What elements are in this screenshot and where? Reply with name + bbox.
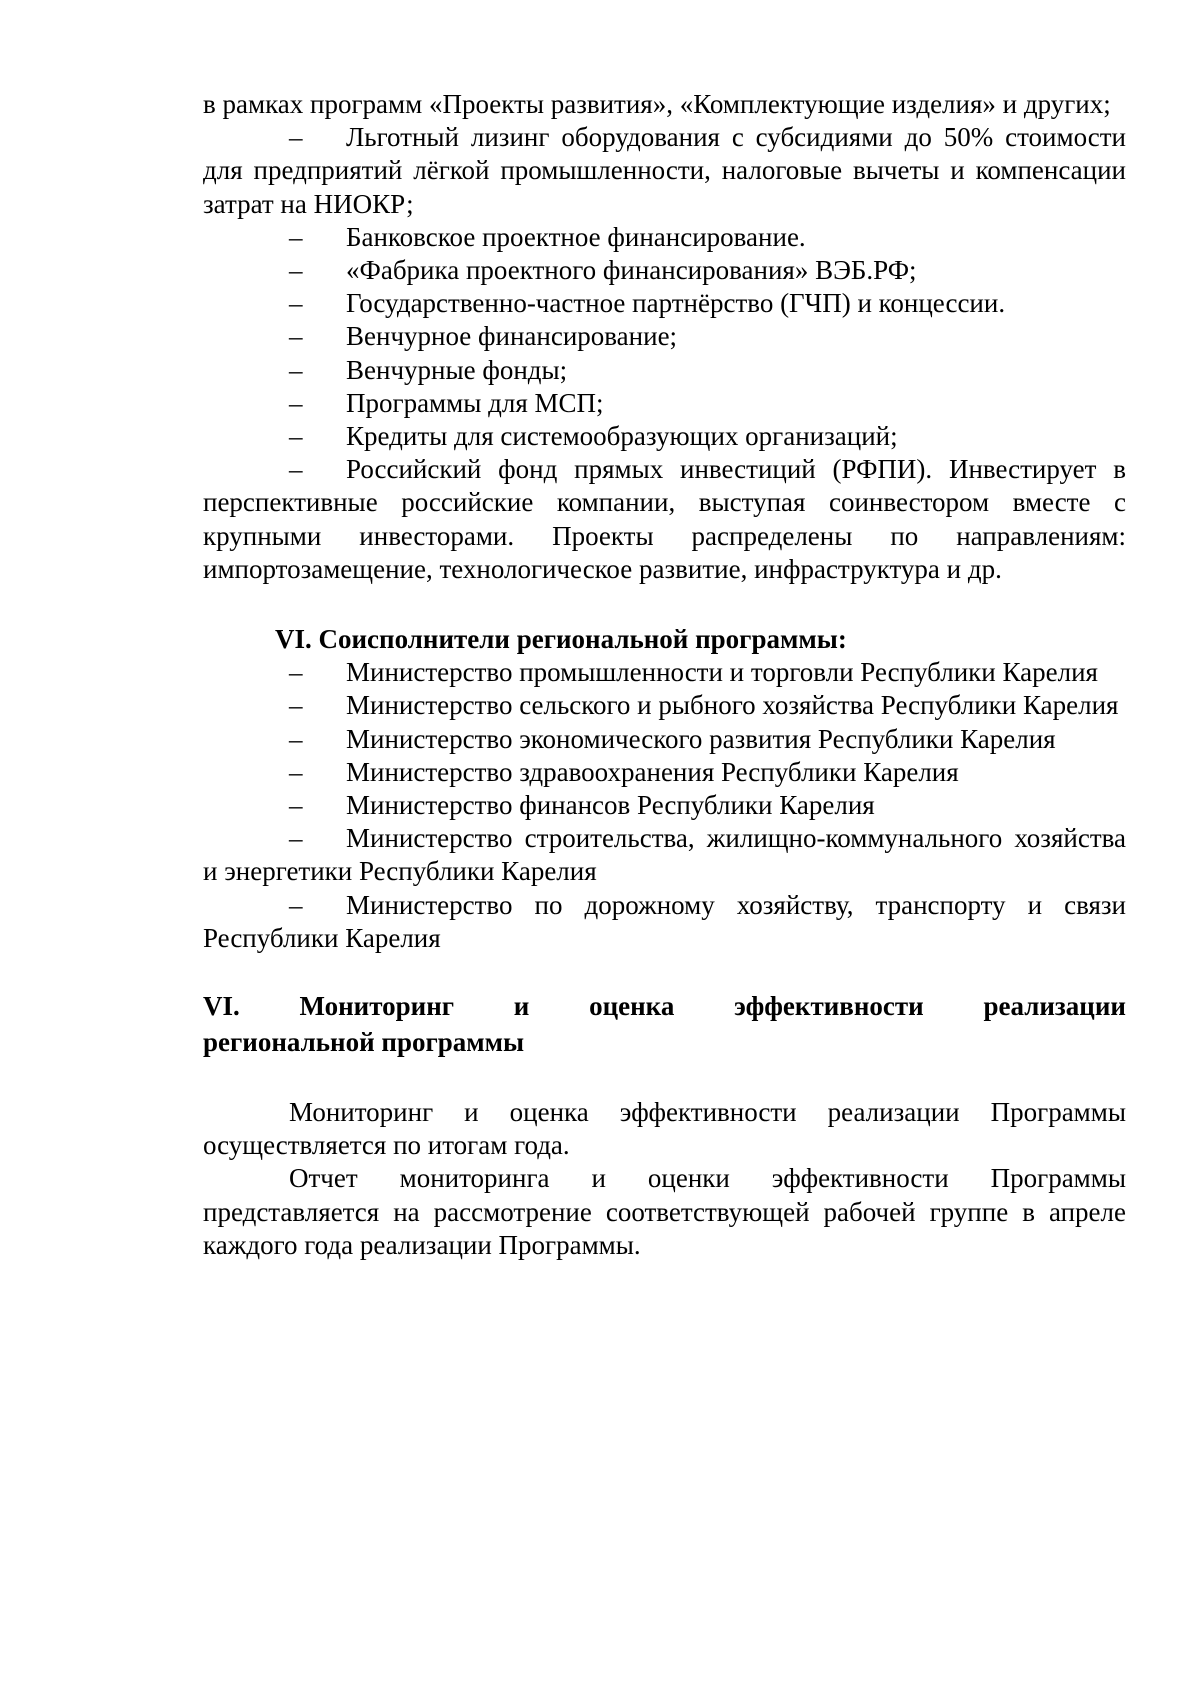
financing-list: [203, 121, 1126, 586]
list-dash: –: [289, 690, 303, 721]
heading-word: VI.: [203, 991, 240, 1022]
spacer: [203, 586, 1126, 619]
list-item: [203, 354, 1126, 387]
list-item: [203, 121, 1126, 221]
heading-word: реализации: [983, 991, 1126, 1022]
list-item-text: Программы для МСП;: [346, 387, 604, 418]
list-item: [203, 221, 1126, 254]
list-item-text: Министерство сельского и рыбного хозяйства Республики Карелия: [346, 690, 1119, 721]
document-page: [203, 88, 1126, 1262]
list-item: [203, 723, 1126, 756]
list-dash: –: [289, 354, 303, 385]
heading-word: оценка: [589, 991, 675, 1022]
body-paragraph: Мониторинг и оценка эффективности реализации Программы осуществляется по итогам года.: [203, 1097, 1126, 1161]
list-item: [203, 756, 1126, 789]
heading-word: Мониторинг: [299, 991, 455, 1022]
list-item-text: Российский фонд прямых инвестиций (РФПИ). Инвестирует в перспективные российские компании, выступая соинвестором вместе с крупными инвесторами. Проекты распределены по направлениям: импортозамещение, технологическое развитие, инфраструктура и др.: [203, 454, 1126, 584]
list-dash: –: [289, 288, 303, 319]
co-executors-list: [203, 656, 1126, 955]
list-item-text: Венчурные фонды;: [346, 354, 568, 385]
list-dash: –: [289, 255, 303, 286]
list-item-text: Банковское проектное финансирование.: [346, 221, 806, 252]
list-dash: –: [289, 122, 303, 153]
list-item: [203, 254, 1126, 287]
list-dash: –: [289, 321, 303, 352]
list-dash: –: [289, 790, 303, 821]
body-paragraph: Отчет мониторинга и оценки эффективности Программы представляется на рассмотрение соответствующей рабочей группе в апреле каждого года реализации Программы.: [203, 1163, 1126, 1260]
list-item-text: Министерство строительства, жилищно-коммунального хозяйства и энергетики Республики Карелия: [203, 823, 1126, 887]
list-item: [203, 822, 1126, 888]
list-item-text: «Фабрика проектного финансирования» ВЭБ.РФ;: [346, 255, 917, 286]
list-dash: –: [289, 387, 303, 418]
list-item: [203, 889, 1126, 955]
intro-paragraph: в рамках программ «Проекты развития», «Комплектующие изделия» и других;: [203, 89, 1111, 119]
list-item: [203, 287, 1126, 320]
list-item: [203, 789, 1126, 822]
heading-line-2: региональной программы: [203, 1027, 525, 1058]
monitoring-body: [203, 1096, 1126, 1262]
list-dash: –: [289, 454, 303, 485]
list-item: [203, 320, 1126, 353]
list-dash: –: [289, 723, 303, 754]
heading-word: и: [513, 991, 530, 1022]
list-item: [203, 453, 1126, 586]
list-item-text: Кредиты для системообразующих организаций;: [346, 421, 898, 452]
list-item-text: Министерство экономического развития Республики Карелия: [346, 723, 1056, 754]
list-dash: –: [289, 657, 303, 688]
list-item: [203, 420, 1126, 453]
list-item: [203, 689, 1126, 722]
list-dash: –: [289, 756, 303, 787]
list-item-text: Государственно-частное партнёрство (ГЧП) и концессии.: [346, 288, 1006, 319]
list-item: [203, 387, 1126, 420]
list-dash: –: [289, 221, 303, 252]
list-dash: –: [289, 823, 303, 854]
list-item-text: Льготный лизинг оборудования с субсидиями до 50% стоимости для предприятий лёгкой промышленности, налоговые вычеты и компенсации затрат на НИОКР;: [203, 122, 1126, 219]
list-item: [203, 656, 1126, 689]
section-heading-monitoring: [203, 988, 1126, 1060]
list-item-text: Министерство промышленности и торговли Республики Карелия: [346, 657, 1098, 688]
list-item-text: Венчурное финансирование;: [346, 321, 678, 352]
list-dash: –: [289, 421, 303, 452]
heading-line-1: [203, 988, 1126, 1024]
heading-word: эффективности: [734, 991, 924, 1022]
list-item-text: Министерство финансов Республики Карелия: [346, 790, 875, 821]
list-item-text: Министерство здравоохранения Республики Карелия: [346, 756, 959, 787]
section-heading-co-executors: VI. Соисполнители региональной программы:: [275, 624, 847, 655]
list-dash: –: [289, 889, 303, 920]
list-item-text: Министерство по дорожному хозяйству, транспорту и связи Республики Карелия: [203, 889, 1126, 953]
